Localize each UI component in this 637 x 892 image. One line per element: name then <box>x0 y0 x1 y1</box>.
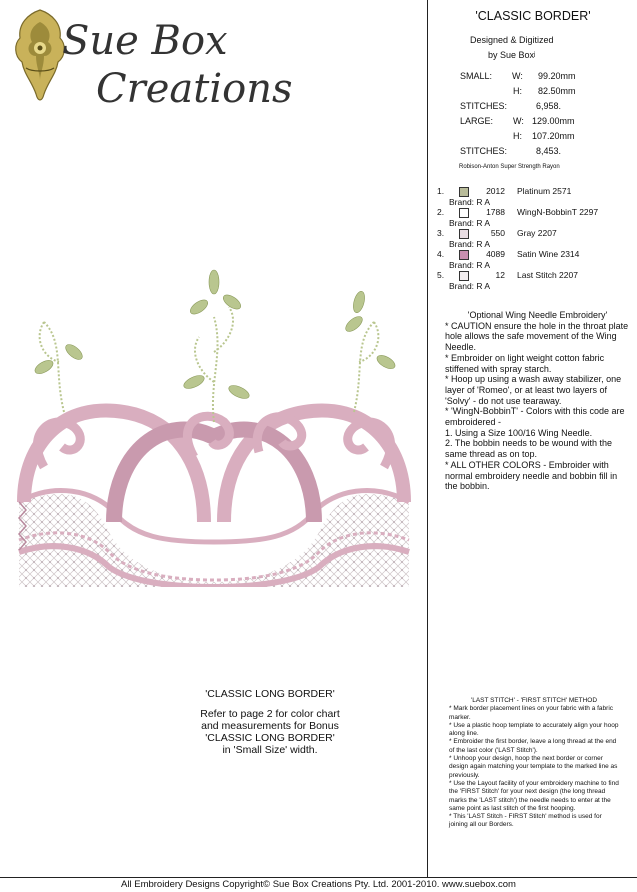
large-width: 129.00mm <box>532 116 575 126</box>
color-brand: Brand: R A <box>449 260 491 270</box>
color-row <box>437 270 627 291</box>
long-border-title: 'CLASSIC LONG BORDER' <box>205 688 335 700</box>
small-h-label: H: <box>513 86 522 96</box>
color-row <box>437 228 627 249</box>
method-step: * Use a plastic hoop template to accurately align your hoop along line. <box>449 721 619 738</box>
large-stitches-label: STITCHES: <box>460 146 508 156</box>
wing-needle-note: 2. The bobbin needs to be wound with the same thread as on top. <box>445 438 612 460</box>
small-label: SMALL: <box>460 71 493 81</box>
wing-needle-note: * 'WingN-BobbinT' - Colors with this code are embroidered - <box>445 406 625 428</box>
small-stitches: 6,958. <box>536 101 562 111</box>
color-brand: Brand: R A <box>449 281 491 291</box>
caption-line-4: in 'Small Size' width. <box>222 744 318 756</box>
large-stitches: 8,453. <box>536 146 562 156</box>
designer-name: by Sue Boxʲ <box>488 50 536 60</box>
color-code: 4089 <box>486 249 505 259</box>
color-code: 1788 <box>486 207 505 217</box>
method-step: * This 'LAST Stitch - FIRST Stitch' method is used for joining all our Borders. <box>449 813 602 829</box>
last-stitch-method <box>449 697 619 830</box>
logo-emblem-icon <box>10 8 70 108</box>
color-brand: Brand: R A <box>449 218 491 228</box>
wing-needle-heading: 'Optional Wing Needle Embroidery' <box>467 310 608 320</box>
color-row <box>437 186 627 207</box>
color-name: Last Stitch 2207 <box>517 270 578 280</box>
large-w-label: W: <box>513 116 524 126</box>
caption-line-2: and measurements for Bonus <box>201 720 339 732</box>
method-step: * Embroider the first border, leave a long thread at the end of the last color ('LAST Stitch'). <box>449 738 617 754</box>
designed-by-label: Designed & Digitized <box>470 35 554 45</box>
logo-line-1: Sue Box <box>62 18 228 64</box>
color-number: 2. <box>437 207 445 217</box>
color-row <box>437 249 627 270</box>
design-title: 'CLASSIC BORDER' <box>475 9 591 23</box>
color-name: WingN-BobbinT 2297 <box>517 207 599 217</box>
color-number: 5. <box>437 270 445 280</box>
wing-needle-note: * Hoop up using a wash away stabilizer, one layer of 'Romeo', or at least two layers of 'Solvy' - do not use tearaway. <box>445 374 622 406</box>
color-swatch <box>459 271 469 281</box>
method-step: * Unhoop your design, hoop the next border or corner design again matching your template to the marked line as previously. <box>449 755 618 779</box>
small-height: 82.50mm <box>538 86 576 96</box>
color-swatch <box>459 187 469 197</box>
color-swatch <box>459 250 469 260</box>
small-w-label: W: <box>512 71 523 81</box>
color-swatch <box>459 229 469 239</box>
logo-line-2: Creations <box>96 66 293 112</box>
column-divider <box>427 0 428 877</box>
wing-needle-note: * Embroider on light weight cotton fabric stiffened with spray starch. <box>445 352 605 374</box>
color-code: 550 <box>490 228 505 238</box>
small-width: 99.20mm <box>538 71 576 81</box>
color-name: Satin Wine 2314 <box>517 249 580 259</box>
color-number: 1. <box>437 186 445 196</box>
color-brand: Brand: R A <box>449 239 491 249</box>
color-brand: Brand: R A <box>449 197 491 207</box>
thread-brand-note: Robison-Anton Super Strength Rayon <box>459 164 560 170</box>
caption-line-1: Refer to page 2 for color chart <box>200 708 340 720</box>
large-height: 107.20mm <box>532 131 575 141</box>
color-number: 4. <box>437 249 445 259</box>
method-step: * Mark border placement lines on your fabric with a fabric marker. <box>449 705 614 721</box>
color-code: 2012 <box>486 186 505 196</box>
long-border-caption <box>140 688 400 756</box>
copyright-footer: All Embroidery Designs Copyright© Sue Box Creations Pty. Ltd. 2001-2010. www.suebox.com <box>121 879 516 890</box>
wing-needle-notes <box>445 310 630 492</box>
wing-needle-note: 1. Using a Size 100/16 Wing Needle. <box>445 427 593 438</box>
method-step: * Use the Layout facility of your embroidery machine to find the 'FIRST Stitch' for your next design (the long thread marks the 'LAST stitch') the needle needs to enter at the same point as last stitch of the first hooping. <box>449 779 619 812</box>
color-code: 12 <box>495 270 505 280</box>
color-name: Gray 2207 <box>517 228 557 238</box>
color-name: Platinum 2571 <box>517 186 572 196</box>
small-stitches-label: STITCHES: <box>460 101 508 111</box>
footer-divider <box>0 877 637 878</box>
large-label: LARGE: <box>460 116 494 126</box>
method-heading: 'LAST STITCH' - 'FIRST STITCH' METHOD <box>470 697 598 704</box>
embroidery-design-image <box>14 262 414 587</box>
wing-needle-note: * CAUTION ensure the hole in the throat plate hole allows the safe movement of the Wing Needle. <box>445 320 629 353</box>
color-swatch <box>459 208 469 218</box>
large-h-label: H: <box>513 131 522 141</box>
caption-line-3: 'CLASSIC LONG BORDER' <box>205 732 335 744</box>
color-row <box>437 207 627 228</box>
wing-needle-note: * ALL OTHER COLORS - Embroider with normal embroidery needle and bobbin fill in the bobbin. <box>445 459 618 492</box>
logo <box>10 8 293 118</box>
color-number: 3. <box>437 228 445 238</box>
